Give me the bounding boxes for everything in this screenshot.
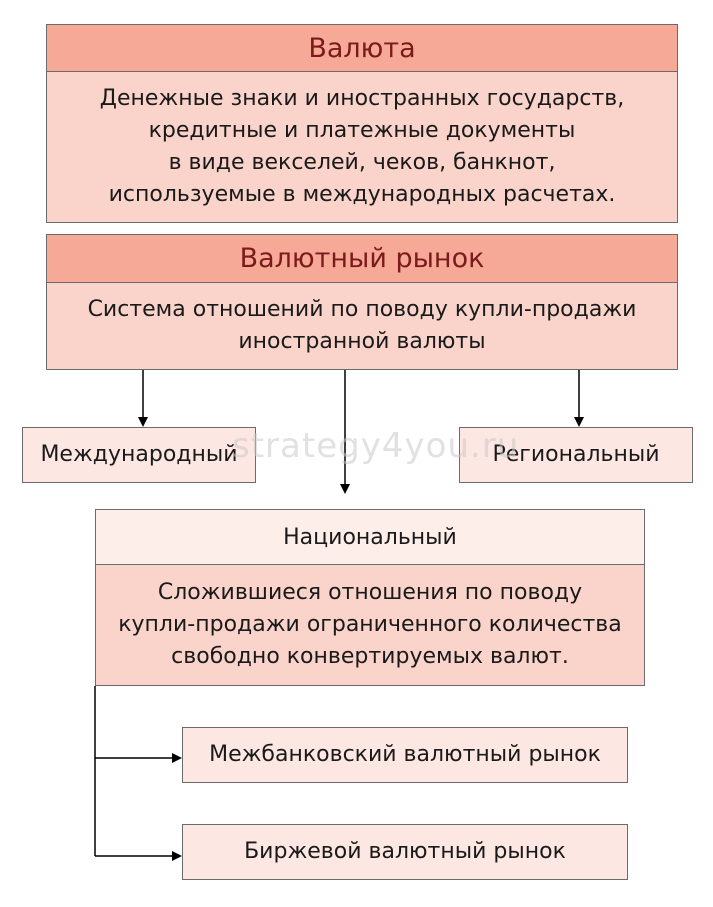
currency-definition-box [46,71,678,223]
national-market-definition-line: свободно конвертируемых валют. [171,644,569,669]
currency-market-definition-line: Система отношений по поводу купли-продажи [87,297,637,322]
regional-market-label: Региональный [492,442,660,467]
currency-definition-line: используемые в международных расчетах. [108,182,616,207]
international-market-label: Международный [40,442,238,467]
national-market-title: Национальный [283,524,457,550]
currency-title-box [46,24,678,72]
international-market-box [22,427,256,483]
exchange-market-label: Биржевой валютный рынок [244,839,566,864]
watermark-text: strategy4you.ru [232,426,520,466]
currency-market-definition-box [46,282,678,370]
currency-definition-line: Денежные знаки и иностранных государств, [99,86,625,111]
national-market-definition-line: купли-продажи ограниченного количества [118,612,622,637]
national-market-title-box [95,509,645,565]
currency-market-definition-line: иностранной валюты [238,329,486,354]
currency-definition-line: в виде векселей, чеков, банкнот, [168,150,556,175]
interbank-market-box [182,727,628,783]
national-market-definition-box [95,564,645,686]
currency-definition-line: кредитные и платежные документы [148,118,576,143]
regional-market-box [459,427,693,483]
currency-market-title-box [46,234,678,283]
national-market-definition-line: Сложившиеся отношения по поводу [157,580,583,605]
exchange-market-box [182,824,628,880]
currency-market-title: Валютный рынок [239,243,485,274]
currency-title: Валюта [308,32,416,64]
interbank-market-label: Межбанковский валютный рынок [209,742,601,767]
